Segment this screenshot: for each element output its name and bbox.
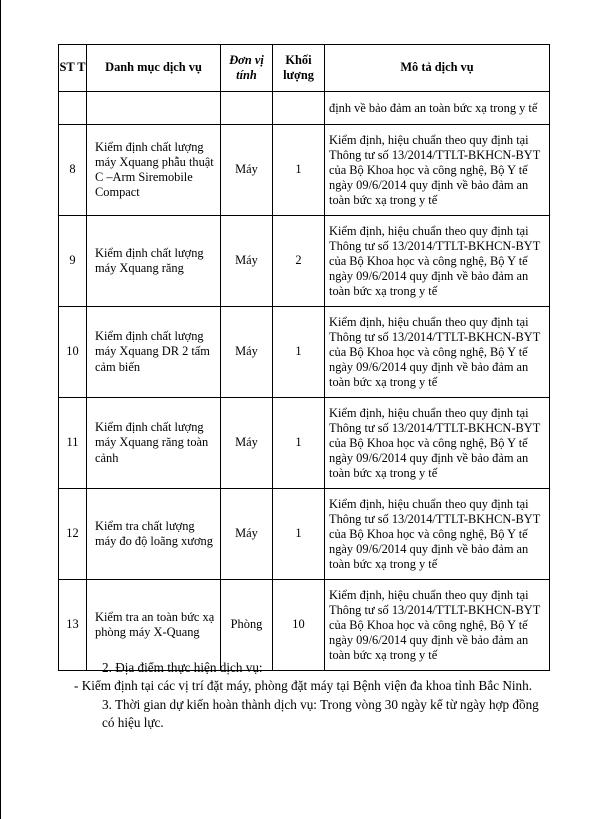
cell-quantity: 10 [273,580,325,671]
cell-service-name: Kiểm định chất lượng máy Xquang DR 2 tấm cảm biến [87,307,221,398]
cell-quantity: 1 [273,307,325,398]
cell-description: Kiểm định, hiệu chuẩn theo quy định tại Thông tư số 13/2014/TTLT-BKHCN-BYT của Bộ Khoa học và công nghệ, Bộ Y tế ngày 09/6/2014 quy định về bảo đảm an toàn bức xạ trong y tế [325,398,550,489]
cell-unit: Máy [221,216,273,307]
cell-unit: Máy [221,307,273,398]
cell-unit: Phòng [221,580,273,671]
cell-service-name: Kiểm tra an toàn bức xạ phòng máy X-Quang [87,580,221,671]
table-row [59,398,550,489]
table-row [59,125,550,216]
cell-description: Kiểm định, hiệu chuẩn theo quy định tại Thông tư số 13/2014/TTLT-BKHCN-BYT của Bộ Khoa học và công nghệ, Bộ Y tế ngày 09/6/2014 quy định về bảo đảm an toàn bức xạ trong y tế [325,307,550,398]
cell-service-name: Kiểm định chất lượng máy Xquang phẫu thuật C –Arm Siremobile Compact [87,125,221,216]
cell-stt: 12 [59,489,87,580]
table-row [59,216,550,307]
cell-description: Kiểm định, hiệu chuẩn theo quy định tại Thông tư số 13/2014/TTLT-BKHCN-BYT của Bộ Khoa học và công nghệ, Bộ Y tế ngày 09/6/2014 quy định về bảo đảm an toàn bức xạ trong y tế [325,125,550,216]
page-left-border [0,0,1,819]
cell-description: Kiểm định, hiệu chuẩn theo quy định tại Thông tư số 13/2014/TTLT-BKHCN-BYT của Bộ Khoa học và công nghệ, Bộ Y tế ngày 09/6/2014 quy định về bảo đảm an toàn bức xạ trong y tế [325,489,550,580]
cell-quantity: 1 [273,398,325,489]
cell-service-name: Kiểm tra chất lượng máy đo độ loãng xương [87,489,221,580]
cell-stt: 10 [59,307,87,398]
cell-description: Kiểm định, hiệu chuẩn theo quy định tại Thông tư số 13/2014/TTLT-BKHCN-BYT của Bộ Khoa học và công nghệ, Bộ Y tế ngày 09/6/2014 quy định về bảo đảm an toàn bức xạ trong y tế [325,216,550,307]
cell-stt: 9 [59,216,87,307]
table-header-row [59,45,550,92]
cell-service-name: Kiểm định chất lượng máy Xquang răng [87,216,221,307]
header-stt: ST T [59,45,87,92]
cell-quantity: 1 [273,489,325,580]
notes-section [74,659,554,733]
location-detail: - Kiểm định tại các vị trí đặt máy, phòng đặt máy tại Bệnh viện đa khoa tỉnh Bắc Ninh. [74,678,533,694]
cell-quantity: 2 [273,216,325,307]
location-heading: 2. Địa điểm thực hiện dịch vụ: [102,660,263,675]
cell-stt: 13 [59,580,87,671]
cell-unit: Máy [221,489,273,580]
table-row-continuation [59,92,550,125]
cell-service-name [87,92,221,125]
table-row [59,307,550,398]
header-description: Mô tả dịch vụ [325,45,550,92]
cell-unit: Máy [221,398,273,489]
header-unit: Đơn vị tính [221,45,273,92]
cell-description: Kiểm định, hiệu chuẩn theo quy định tại Thông tư số 13/2014/TTLT-BKHCN-BYT của Bộ Khoa học và công nghệ, Bộ Y tế ngày 09/6/2014 quy định về bảo đảm an toàn bức xạ trong y tế [325,580,550,671]
table-row [59,580,550,671]
cell-service-name: Kiểm định chất lượng máy Xquang răng toàn cảnh [87,398,221,489]
cell-description: định về bảo đảm an toàn bức xạ trong y tế [325,92,550,125]
cell-unit [221,92,273,125]
cell-unit: Máy [221,125,273,216]
cell-quantity: 1 [273,125,325,216]
cell-stt [59,92,87,125]
header-service-name: Danh mục dịch vụ [87,45,221,92]
cell-quantity [273,92,325,125]
table-row [59,489,550,580]
cell-stt: 8 [59,125,87,216]
service-table [58,44,550,671]
timeline-text: 3. Thời gian dự kiến hoàn thành dịch vụ: Trong vòng 30 ngày kể từ ngày hợp đồng có hiệu lực. [102,696,539,731]
header-quantity: Khối lượng [273,45,325,92]
cell-stt: 11 [59,398,87,489]
